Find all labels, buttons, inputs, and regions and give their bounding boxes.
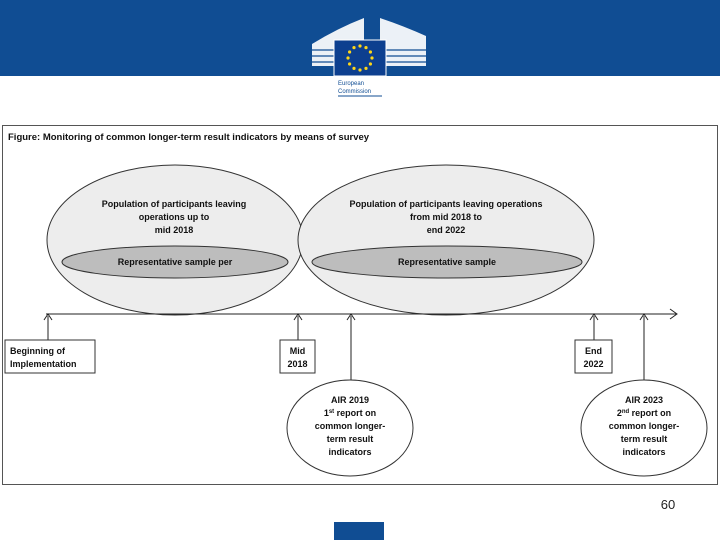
report-1-line1: common longer-: [314, 421, 386, 431]
milestone-mid-line2: 2018: [287, 359, 308, 369]
report-1-line2: term result: [326, 434, 374, 444]
milestone-end-line2: 2022: [583, 359, 604, 369]
milestone-start-line2: Implementation: [10, 359, 77, 369]
milestone-mid-line1: Mid: [289, 346, 306, 356]
footer-flag-bar: [334, 522, 384, 540]
sample-left-label: Representative sample per: [117, 257, 233, 267]
population-right-line2: from mid 2018 to: [409, 212, 483, 222]
page-number: 60: [660, 497, 676, 512]
report-1-ordinal: 1st report on: [323, 408, 377, 418]
population-right-line1: Population of participants leaving operations: [349, 199, 543, 209]
report-2-title: AIR 2023: [624, 395, 664, 405]
figure-title: Figure: Monitoring of common longer-term result indicators by means of survey: [8, 132, 370, 143]
milestone-end-line1: End: [585, 346, 602, 356]
svg-text:Commission: Commission: [338, 89, 372, 95]
population-right-ellipse: [298, 165, 594, 315]
sample-right-label: Representative sample: [397, 257, 497, 267]
population-left-ellipse: [47, 165, 303, 315]
report-2-line2: term result: [620, 434, 668, 444]
report-2-line1: common longer-: [608, 421, 680, 431]
report-2-line3: indicators: [622, 447, 666, 457]
svg-text:European: European: [338, 81, 365, 87]
population-left-line3: mid 2018: [154, 225, 194, 235]
report-2-ordinal: 2nd report on: [616, 408, 672, 418]
population-left-line2: operations up to: [138, 212, 210, 222]
milestone-start-line1: Beginning of: [10, 346, 65, 356]
population-right-line3: end 2022: [426, 225, 466, 235]
report-1-title: AIR 2019: [330, 395, 370, 405]
report-1-line3: indicators: [328, 447, 372, 457]
population-left-line1: Population of participants leaving: [101, 199, 247, 209]
